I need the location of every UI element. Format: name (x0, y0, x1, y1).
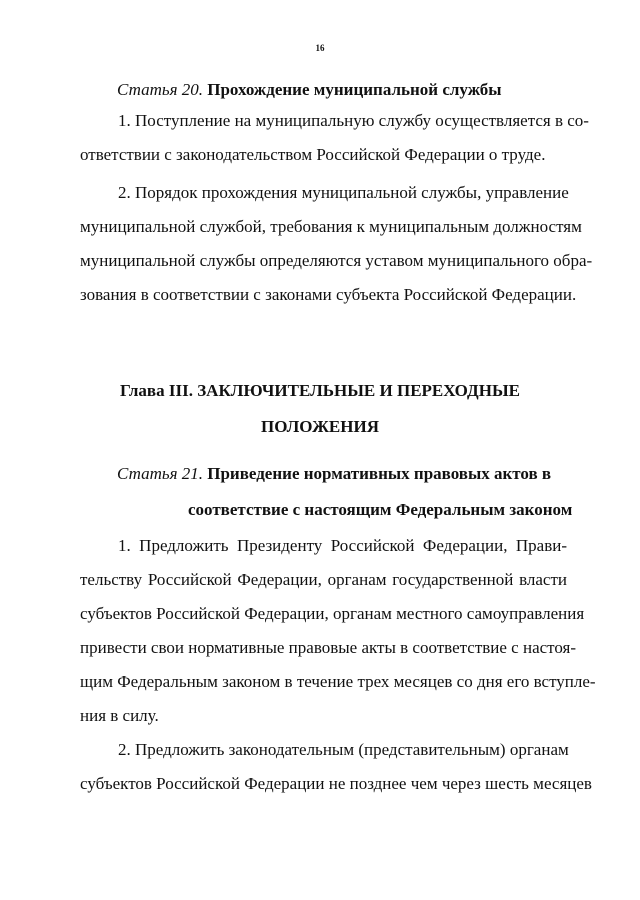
article-21-paragraph-2 (80, 733, 592, 801)
article-21-heading (117, 464, 551, 484)
text-line: муниципальной службы определяются уставом муниципального обра- (80, 251, 593, 270)
text-line: привести свои нормативные правовые акты в соответствие с настоя- (80, 638, 577, 657)
article-20-heading (117, 80, 502, 100)
text-line: 2. Предложить законодательным (представительным) органам (118, 740, 569, 759)
article-20-title: Прохождение муниципальной службы (207, 80, 502, 99)
text-line: субъектов Российской Федерации, органам местного самоуправления (80, 604, 585, 623)
article-21-label: Статья 21. (117, 464, 203, 483)
text-line: ния в силу. (80, 706, 159, 725)
chapter-3-heading-line-2: ПОЛОЖЕНИЯ (261, 417, 379, 436)
text-line: муниципальной службой, требования к муниципальным должностям (80, 217, 582, 236)
chapter-3-heading-line-1: Глава III. ЗАКЛЮЧИТЕЛЬНЫЕ И ПЕРЕХОДНЫЕ (119, 381, 520, 400)
article-20-paragraph-1 (80, 104, 589, 172)
page-number: 16 (315, 43, 325, 53)
text-line: тельству Российской Федерации, органам государственной власти (80, 570, 567, 589)
article-21-paragraph-1 (80, 529, 596, 733)
article-21-title: Приведение нормативных правовых актов в (207, 464, 552, 483)
text-line: зования в соответствии с законами субъекта Российской Федерации. (80, 285, 577, 304)
article-21-title-continued: соответствие с настоящим Федеральным законом (188, 500, 573, 519)
article-20-paragraph-2 (80, 176, 593, 312)
text-line: 1. Поступление на муниципальную службу осуществляется в со- (118, 111, 589, 130)
text-line: 2. Порядок прохождения муниципальной службы, управление (118, 183, 569, 202)
text-line: субъектов Российской Федерации не позднее чем через шесть месяцев (80, 774, 592, 793)
text-line: ответствии с законодательством Российской Федерации о труде. (80, 145, 546, 164)
article-20-label: Статья 20. (117, 80, 203, 99)
text-line: щим Федеральным законом в течение трех месяцев со дня его вступле- (80, 672, 596, 691)
text-line: 1. Предложить Президенту Российской Федерации, Прави- (118, 536, 567, 555)
